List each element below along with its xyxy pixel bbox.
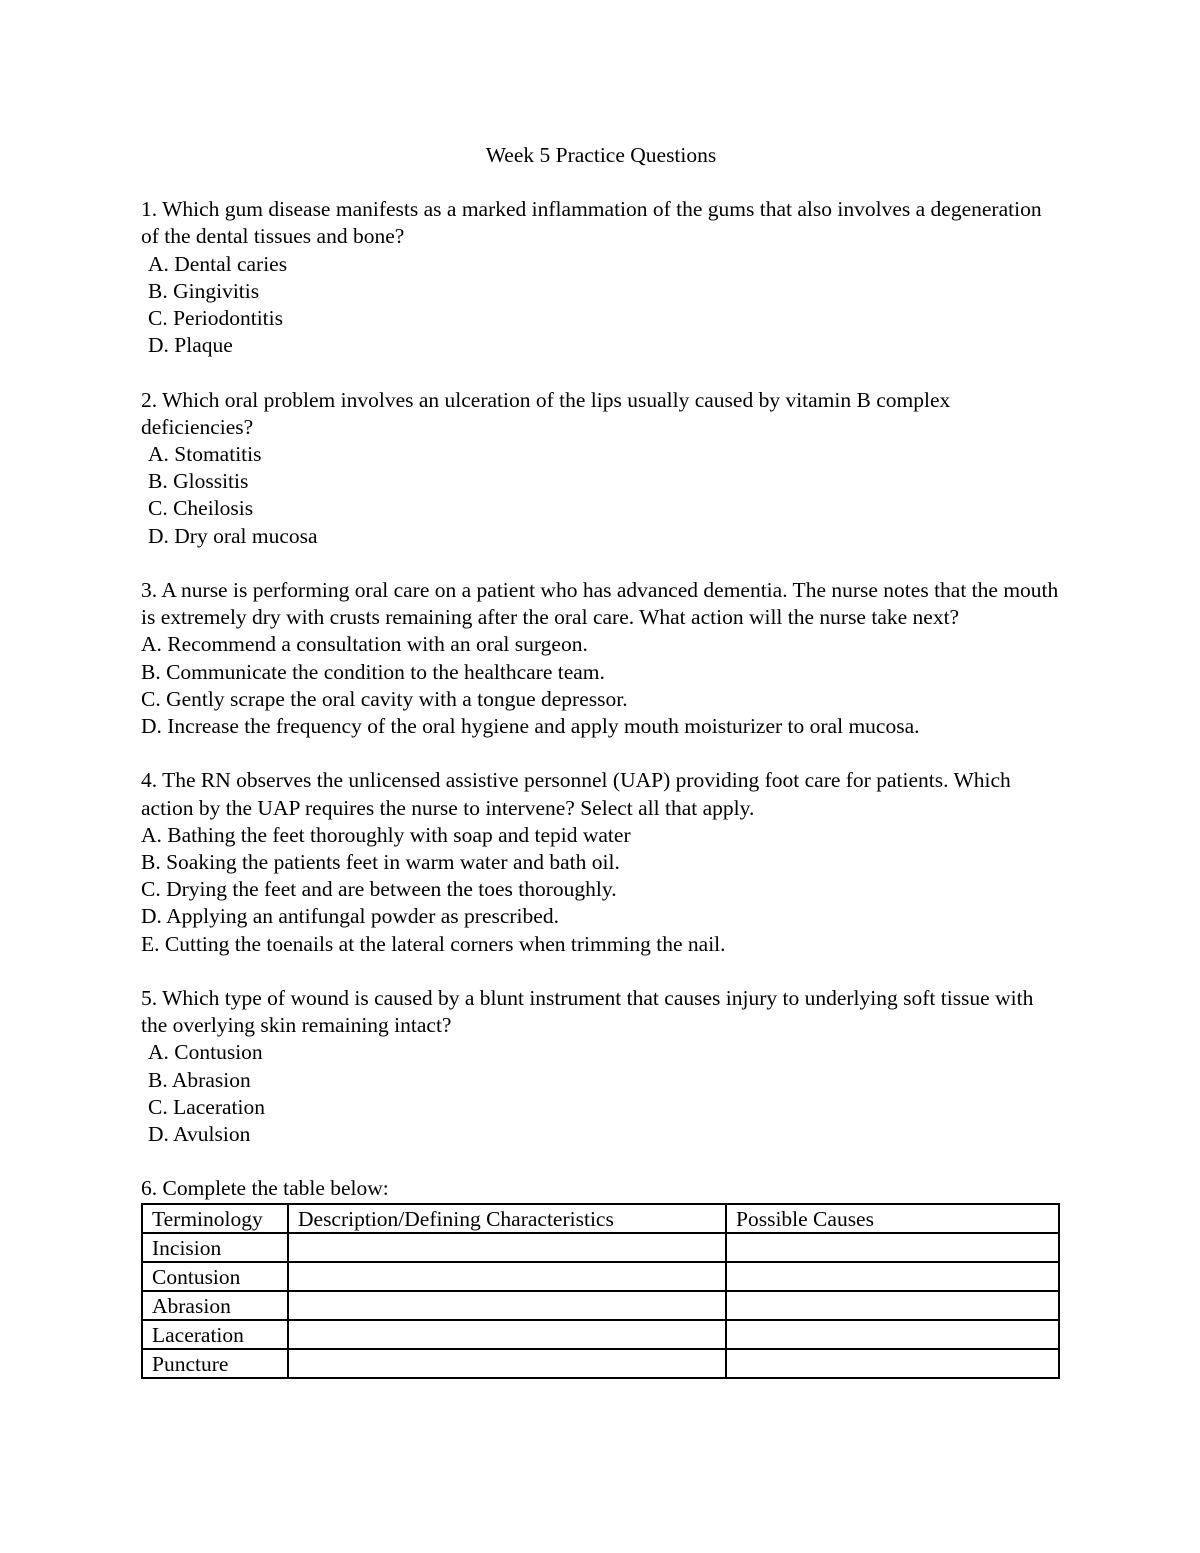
question-stem: 5. Which type of wound is caused by a blunt instrument that causes injury to underlying soft tissue with the overlying skin remaining intact?	[141, 986, 1034, 1038]
answer-options	[141, 251, 1061, 360]
answer-option: D. Increase the frequency of the oral hygiene and apply mouth moisturizer to oral mucosa.	[141, 714, 920, 739]
table-header-cell: Possible Causes	[726, 1204, 1059, 1233]
table-cell-causes[interactable]	[726, 1233, 1059, 1262]
answer-option: B. Gingivitis	[148, 278, 260, 303]
question-5	[141, 985, 1061, 1148]
answer-option: A. Recommend a consultation with an oral surgeon.	[141, 632, 588, 657]
table-header-cell: Terminology	[142, 1204, 288, 1233]
answer-option: D. Dry oral mucosa	[148, 523, 318, 548]
table-cell-causes[interactable]	[726, 1349, 1059, 1378]
page-title: Week 5 Practice Questions	[485, 143, 717, 167]
answer-option: E. Cutting the toenails at the lateral corners when trimming the nail.	[141, 931, 726, 956]
table-cell-description[interactable]	[288, 1349, 726, 1378]
question-4	[141, 767, 1061, 957]
table-cell-term: Abrasion	[142, 1291, 288, 1320]
terminology-table	[141, 1203, 1060, 1379]
table-cell-term: Contusion	[142, 1262, 288, 1291]
answer-option: A. Stomatitis	[148, 442, 262, 467]
table-row	[142, 1349, 1059, 1378]
answer-option: C. Laceration	[148, 1094, 266, 1119]
table-cell-description[interactable]	[288, 1291, 726, 1320]
answer-options	[141, 631, 1061, 740]
answer-option: D. Applying an antifungal powder as prescribed.	[141, 904, 559, 929]
answer-option: B. Soaking the patients feet in warm water and bath oil.	[141, 850, 620, 875]
table-row	[142, 1291, 1059, 1320]
question-1	[141, 196, 1061, 359]
answer-options	[141, 441, 1061, 550]
table-cell-causes[interactable]	[726, 1262, 1059, 1291]
answer-option: A. Bathing the feet thoroughly with soap and tepid water	[141, 822, 631, 847]
question-stem: 1. Which gum disease manifests as a marked inflammation of the gums that also involves a degeneration of the dental tissues and bone?	[141, 197, 1042, 249]
table-row	[142, 1233, 1059, 1262]
answer-option: D. Plaque	[148, 333, 233, 358]
answer-option: D. Avulsion	[148, 1122, 251, 1147]
table-cell-causes[interactable]	[726, 1291, 1059, 1320]
question-3	[141, 577, 1061, 740]
answer-option: C. Gently scrape the oral cavity with a tongue depressor.	[141, 686, 628, 711]
answer-option: A. Dental caries	[148, 251, 288, 276]
table-cell-description[interactable]	[288, 1262, 726, 1291]
answer-options	[141, 1039, 1061, 1148]
table-row	[142, 1320, 1059, 1349]
answer-option: B. Communicate the condition to the healthcare team.	[141, 659, 605, 684]
answer-option: B. Abrasion	[148, 1067, 251, 1092]
answer-option: C. Cheilosis	[148, 496, 254, 521]
question-stem: 2. Which oral problem involves an ulceration of the lips usually caused by vitamin B complex deficiencies?	[141, 387, 951, 439]
question-stem: 3. A nurse is performing oral care on a patient who has advanced dementia. The nurse notes that the mouth is extremely dry with crusts remaining after the oral care. What action will the nurse take next?	[141, 578, 1059, 630]
question-stem: 4. The RN observes the unlicensed assistive personnel (UAP) providing foot care for patients. Which action by the UAP requires the nurse to intervene? Select all that apply.	[141, 768, 1011, 820]
table-cell-term: Incision	[142, 1233, 288, 1262]
table-cell-description[interactable]	[288, 1233, 726, 1262]
question-stem: 6. Complete the table below:	[141, 1176, 389, 1201]
answer-option: A. Contusion	[148, 1040, 263, 1065]
table-cell-description[interactable]	[288, 1320, 726, 1349]
table-cell-term: Puncture	[142, 1349, 288, 1378]
document-page	[141, 142, 1061, 1379]
table-header-row	[142, 1204, 1059, 1233]
table-header-cell: Description/Defining Characteristics	[288, 1204, 726, 1233]
table-row	[142, 1262, 1059, 1291]
answer-option: C. Drying the feet and are between the toes thoroughly.	[141, 877, 617, 902]
question-6	[141, 1175, 1061, 1378]
answer-options	[141, 822, 1061, 958]
table-cell-term: Laceration	[142, 1320, 288, 1349]
table-cell-causes[interactable]	[726, 1320, 1059, 1349]
question-2	[141, 387, 1061, 550]
answer-option: B. Glossitis	[148, 469, 249, 494]
answer-option: C. Periodontitis	[148, 306, 283, 331]
